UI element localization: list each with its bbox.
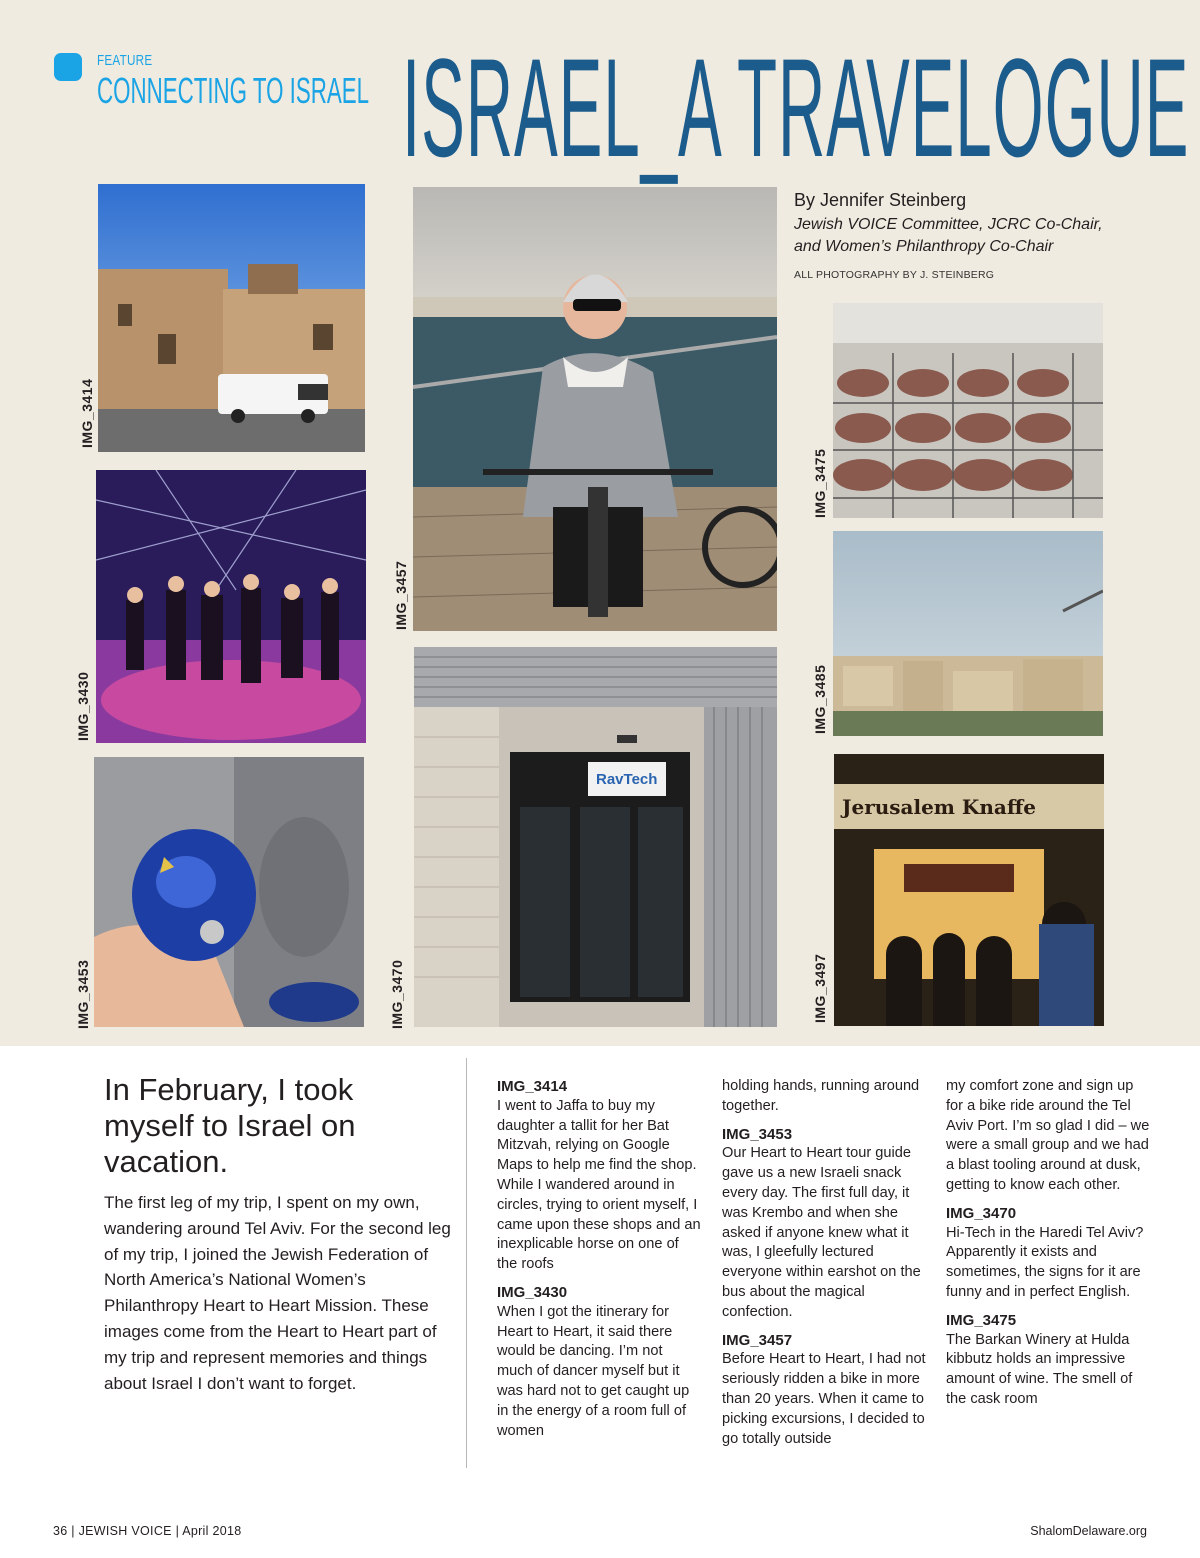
- feature-kicker: FEATURE: [97, 52, 153, 69]
- entry-heading: IMG_3470: [946, 1204, 1017, 1222]
- entry-heading: IMG_3414: [497, 1078, 568, 1095]
- photo-caption-img-3497: IMG_3497: [812, 953, 828, 1023]
- entry-heading: IMG_3430: [497, 1283, 568, 1301]
- entry-text: The Barkan Winery at Hulda kibbutz holds an impressive amount of wine. The smell of the cask room: [946, 1331, 1133, 1407]
- footer-website: ShalomDelaware.org: [1030, 1524, 1147, 1538]
- intro-headline: In February, I took myself to Israel on vacation.: [104, 1072, 356, 1179]
- photo-caption-img-3457: IMG_3457: [393, 560, 409, 630]
- photo-caption-img-3485: IMG_3485: [812, 664, 828, 734]
- text-column-2: [722, 1077, 927, 1449]
- bike-ride-photo: [413, 187, 777, 631]
- entry-text: holding hands, running around together.: [722, 1078, 920, 1114]
- entry-text: Our Heart to Heart tour guide gave us a new Israeli snack every day. The first full day, it was Krembo and when she asked if anyone knew what it was, I gleefully lectured everyone within earshot on the bus about the magical confection.: [722, 1145, 921, 1320]
- entry-text: When I got the itinerary for Heart to Heart, it said there would be dancing. I’m not much of dancer myself but it was hard not to get caught up in the energy of a room full of women: [497, 1303, 690, 1439]
- affiliation-line-1: Jewish VOICE Committee, JCRC Co-Chair,: [794, 216, 1103, 233]
- entry-text: I went to Jaffa to buy my daughter a tallit for her Bat Mitzvah, relying on Google Maps to help me find the shop. While I wandered around in circles, trying to orient myself, I came upon these shops and an inexplicable horse on one of the roofs: [497, 1097, 701, 1273]
- intro-body: The first leg of my trip, I spent on my own, wandering around Tel Aviv. For the second leg of my trip, I joined the Jewish Federation of North America’s National Women’s Philanthropy Heart to Heart Mission. These images come from the Heart to Heart part of my trip and represent memories and things about Israel I don’t want to forget.: [104, 1193, 451, 1393]
- byline-author: By Jennifer Steinberg: [794, 190, 967, 210]
- entry-heading: IMG_3453: [722, 1125, 793, 1143]
- dance-party-photo: [96, 470, 366, 743]
- photo-caption-img-3430: IMG_3430: [75, 671, 91, 741]
- jerusalem-view-photo: [833, 531, 1103, 736]
- entry-text: my comfort zone and sign up for a bike ride around the Tel Aviv Port. I’m so glad I did – we were a small group and we had a blast tooling around at dusk, getting to know each other.: [946, 1078, 1150, 1193]
- byline-affiliation: [794, 214, 1154, 258]
- entry-text: Hi-Tech in the Haredi Tel Aviv? Apparently it exists and sometimes, the signs for it are funny and in perfect English.: [946, 1224, 1144, 1300]
- photo-caption-img-3414: IMG_3414: [79, 378, 95, 448]
- entry-heading: IMG_3475: [946, 1311, 1017, 1329]
- jaffa-street-photo: [98, 184, 365, 452]
- photo-caption-img-3453: IMG_3453: [75, 959, 91, 1029]
- hitech-office-photo: [414, 647, 777, 1027]
- text-column-1: [497, 1077, 702, 1441]
- photo-caption-img-3475: IMG_3475: [812, 448, 828, 518]
- section-title: CONNECTING TO ISRAEL: [97, 70, 370, 111]
- text-column-3: [946, 1077, 1151, 1410]
- photo-credit: ALL PHOTOGRAPHY BY J. STEINBERG: [794, 269, 995, 281]
- affiliation-line-2: and Women’s Philanthropy Co-Chair: [794, 238, 1054, 255]
- entry-heading: IMG_3457: [722, 1331, 793, 1349]
- krembo-snack-photo: [94, 757, 364, 1027]
- feature-badge-icon: [54, 53, 82, 81]
- wine-barrels-photo: [833, 303, 1103, 518]
- photo-caption-img-3470: IMG_3470: [389, 959, 405, 1029]
- footer-folio: 36 | JEWISH VOICE | April 2018: [53, 1524, 242, 1538]
- ravtech-sign-text: RavTech: [596, 771, 658, 788]
- entry-text: Before Heart to Heart, I had not seriously ridden a bike in more than 20 years. When it came to picking excursions, I decided to go totally outside: [722, 1351, 926, 1447]
- knaffe-sign-text: Jerusalem Knaffe: [842, 795, 1036, 819]
- knaffe-shop-photo: [834, 754, 1104, 1026]
- column-divider: [466, 1058, 467, 1468]
- article-title: ISRAEL_A TRAVELOGUE: [402, 29, 1190, 186]
